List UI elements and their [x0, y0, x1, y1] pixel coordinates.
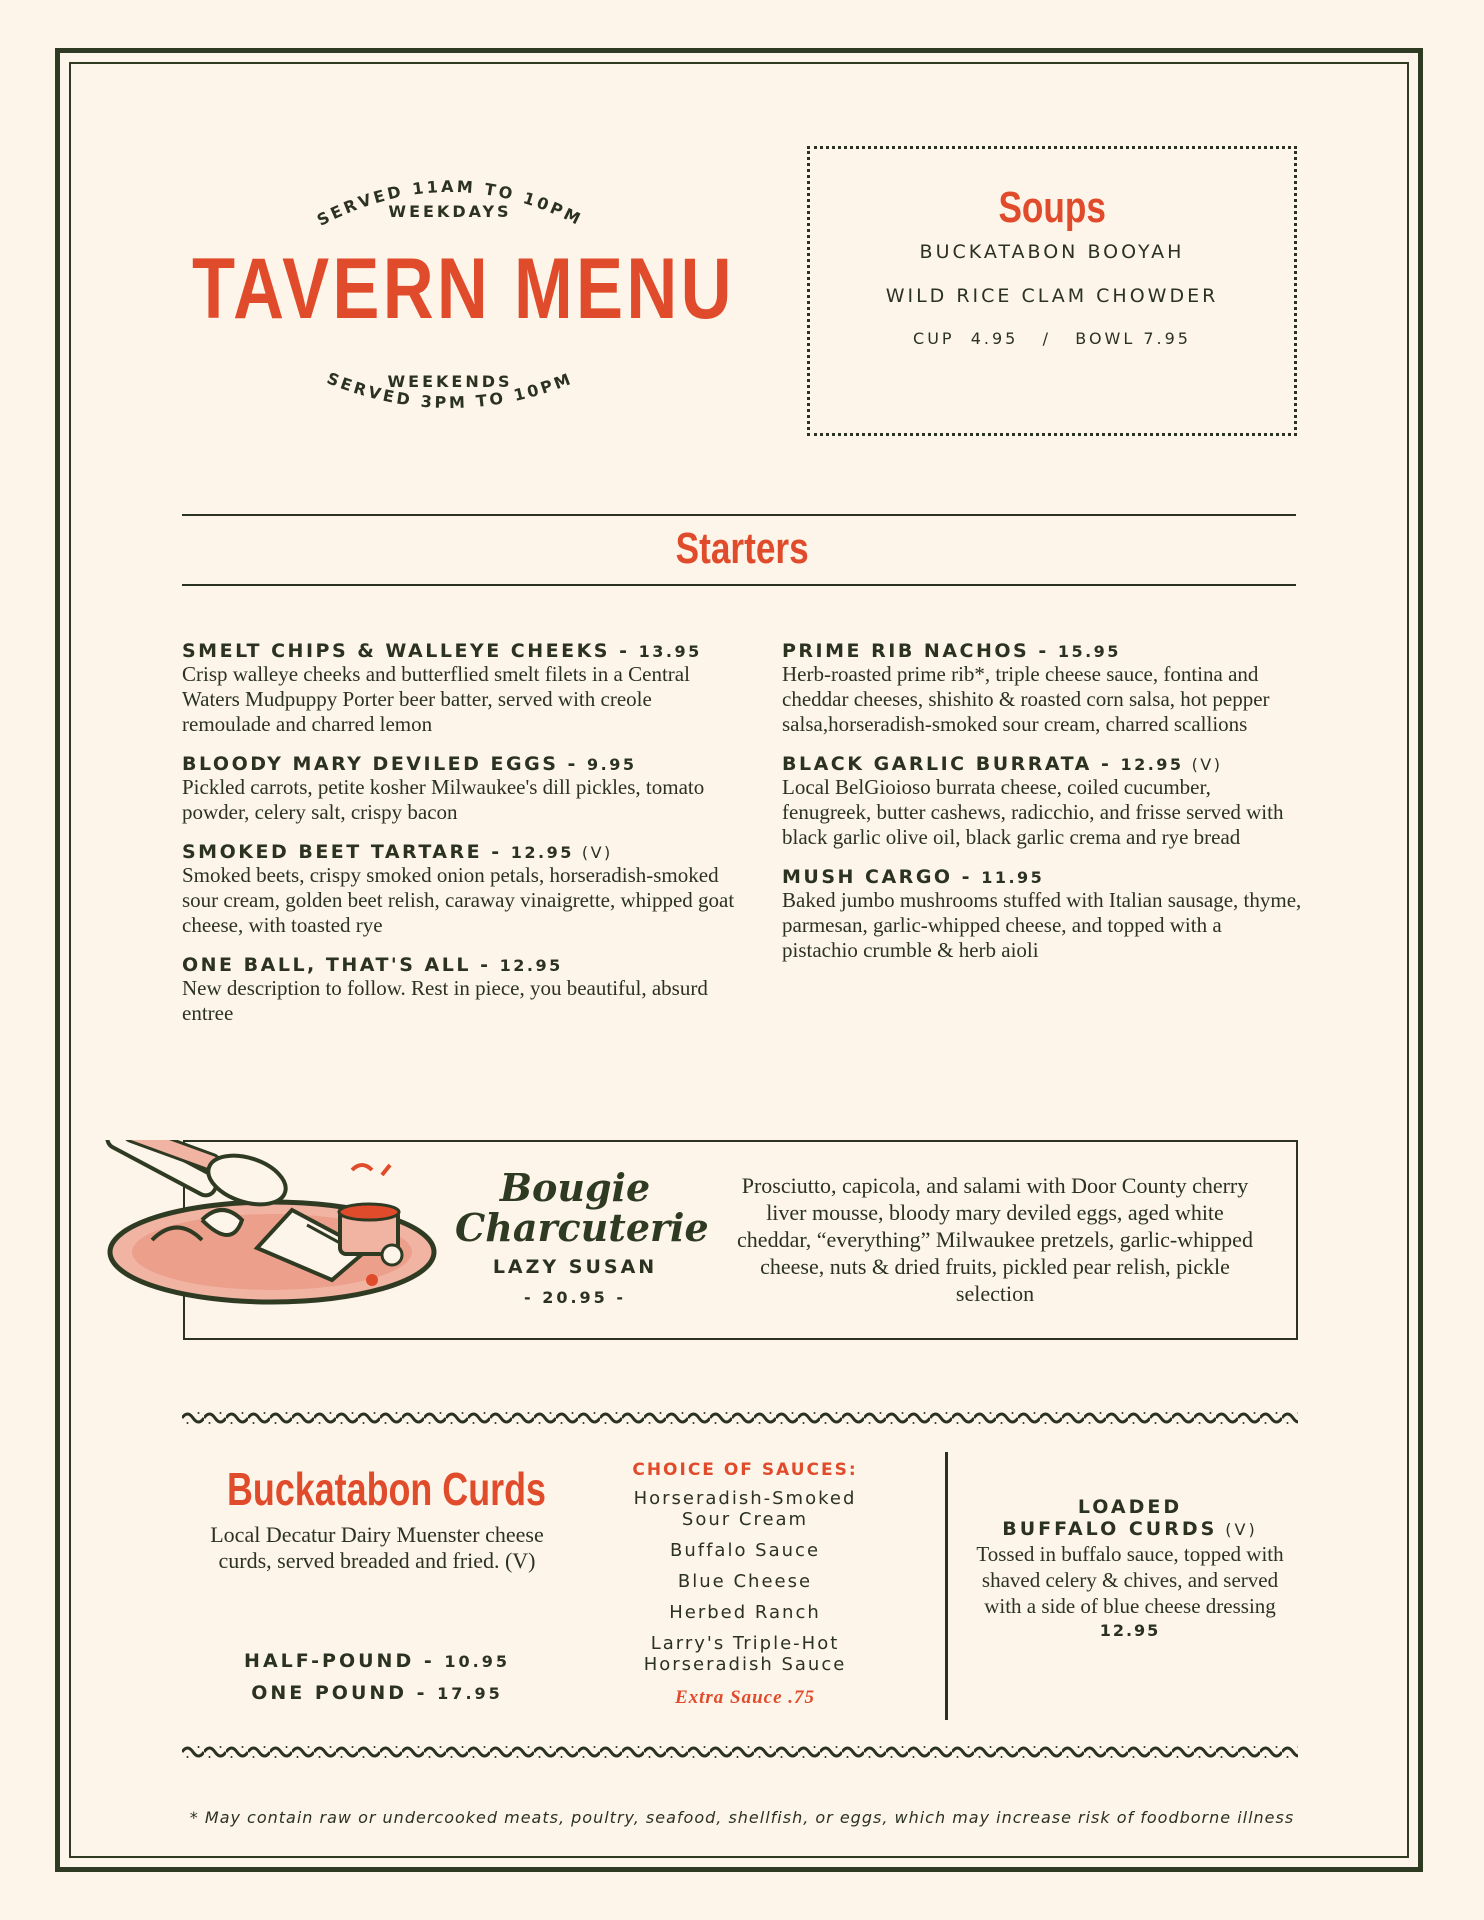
weekend-hours-line2: SERVED 3PM TO 10PM [324, 372, 576, 413]
wavy-divider [182, 1744, 1298, 1760]
curds-title: Buckatabon Curds [226, 1463, 546, 1515]
weekday-label: WEEKDAYS [388, 202, 512, 221]
sauces-heading: CHOICE OF SAUCES: [632, 1460, 858, 1480]
weekend-hours-arc [290, 372, 610, 432]
one-pound-price-line [182, 1682, 572, 1704]
item-price: 15.95 [1057, 642, 1121, 661]
starters-right-column [782, 640, 1302, 979]
soup-item: WILD RICE CLAM CHOWDER [885, 285, 1219, 307]
menu-item [782, 753, 1302, 850]
half-pound-price-line [182, 1650, 572, 1672]
weekday-hours-line1: SERVED 11AM TO 10PM [313, 176, 587, 230]
menu-item [782, 640, 1302, 737]
vegetarian-badge: (V) [1225, 1520, 1258, 1539]
half-pound-price: 10.95 [444, 1652, 510, 1671]
item-description: Crisp walleye cheeks and butterflied smelt filets in a Central Waters Mudpuppy Porter beer batter, served with creole remoulade and charred lemon [182, 662, 690, 736]
charcuterie-title-block [455, 1165, 709, 1307]
extra-sauce-price: Extra Sauce .75 [674, 1687, 816, 1708]
item-price: 9.95 [587, 755, 637, 774]
item-price: 12.95 [510, 843, 574, 862]
menu-item [182, 954, 742, 1026]
divider-rule [182, 584, 1296, 586]
loaded-description: Tossed in buffalo sauce, topped with shaved celery & chives, and served with a side of blue cheese dressing [976, 1542, 1284, 1618]
menu-title: TAVERN MENU [192, 241, 735, 337]
loaded-buffalo-curds [965, 1496, 1295, 1640]
loaded-title-line2: BUFFALO CURDS [1002, 1518, 1218, 1540]
sauce-item: Buffalo Sauce [669, 1540, 821, 1561]
half-pound-label: HALF-POUND - [244, 1650, 445, 1672]
charcuterie-price: - 20.95 - [523, 1288, 627, 1307]
charcuterie-title-line2: Charcuterie [455, 1205, 709, 1250]
sauce-item: Horseradish-Smoked Sour Cream [633, 1488, 857, 1530]
menu-item [182, 753, 742, 825]
soups-title: Soups [998, 183, 1106, 232]
loaded-title-line2-wrap [965, 1518, 1295, 1541]
soups-box [807, 146, 1297, 436]
weekday-hours-arc [290, 160, 610, 240]
menu-item [182, 841, 742, 938]
curds-description: Local Decatur Dairy Muenster cheese curds, served breaded and fried. (V) [210, 1522, 544, 1573]
item-name: SMELT CHIPS & WALLEYE CHEEKS - [182, 640, 639, 662]
menu-item [182, 640, 742, 737]
menu-item [782, 866, 1302, 963]
item-name: SMOKED BEET TARTARE - [182, 841, 511, 863]
loaded-price: 12.95 [1099, 1621, 1161, 1640]
weekend-label: WEEKENDS [387, 372, 513, 391]
item-description: Baked jumbo mushrooms stuffed with Italian sausage, thyme, parmesan, garlic-whipped cheese, and topped with a pistachio crumble & herb aioli [782, 888, 1302, 962]
item-description: Local BelGioioso burrata cheese, coiled cucumber, fenugreek, butter cashews, radicchio, and frisse served with black garlic olive oil, black garlic crema and rye bread [782, 775, 1284, 849]
starters-title: Starters [675, 524, 809, 573]
item-name: MUSH CARGO - [782, 866, 982, 888]
wavy-divider [182, 1410, 1298, 1426]
charcuterie-description: Prosciutto, capicola, and salami with Door County cherry liver mousse, bloody mary deviled eggs, aged white cheddar, “everything” Milwaukee pretzels, garlic-whipped cheese, nuts & dried fruits, pickled pear relish, pickle selection [737, 1173, 1253, 1306]
sauce-item: Blue Cheese [677, 1571, 813, 1592]
item-description: Herb-roasted prime rib*, triple cheese sauce, fontina and cheddar cheeses, shishito & roasted corn salsa, hot pepper salsa,horseradish-smoked sour cream, charred scallions [782, 662, 1270, 736]
svg-text:SERVED 3PM TO 10PM [324, 372, 575, 412]
item-price: 12.95 [1120, 755, 1184, 774]
divider-rule [182, 514, 1296, 516]
item-name: PRIME RIB NACHOS - [782, 640, 1058, 662]
item-price: 11.95 [981, 868, 1045, 887]
curds-heading [182, 1462, 572, 1516]
starters-left-column [182, 640, 742, 1042]
item-description: New description to follow. Rest in piece, you beautiful, absurd entree [182, 976, 708, 1025]
sauce-item: Larry's Triple-Hot Horseradish Sauce [643, 1633, 847, 1675]
charcuterie-board-illustration [82, 1140, 442, 1320]
item-name: ONE BALL, THAT'S ALL - [182, 954, 500, 976]
food-safety-disclaimer: * May contain raw or undercooked meats, poultry, seafood, shellfish, or eggs, which may increase risk of foodborne illness [189, 1808, 1295, 1827]
soup-prices: CUP 4.95 / BOWL 7.95 [913, 329, 1191, 348]
vertical-divider [945, 1452, 948, 1720]
sauce-list [600, 1460, 890, 1709]
charcuterie-title-line1: Bougie [499, 1165, 651, 1210]
one-pound-price: 17.95 [437, 1684, 503, 1703]
starters-heading [0, 524, 1484, 574]
one-pound-label: ONE POUND - [251, 1682, 438, 1704]
item-description: Pickled carrots, petite kosher Milwaukee's dill pickles, tomato powder, celery salt, crispy bacon [182, 775, 705, 824]
soup-item: BUCKATABON BOOYAH [919, 241, 1185, 263]
vegetarian-badge: (V) [1191, 755, 1223, 774]
sauce-item: Herbed Ranch [669, 1602, 821, 1623]
item-name: BLOODY MARY DEVILED EGGS - [182, 753, 588, 775]
item-description: Smoked beets, crispy smoked onion petals, horseradish-smoked sour cream, golden beet relish, caraway vinaigrette, whipped goat cheese, with toasted rye [182, 863, 735, 937]
loaded-title-line1: LOADED [1077, 1496, 1183, 1518]
vegetarian-badge: (V) [581, 843, 613, 862]
item-name: BLACK GARLIC BURRATA - [782, 753, 1121, 775]
item-price: 12.95 [499, 956, 563, 975]
item-price: 13.95 [638, 642, 702, 661]
charcuterie-subtitle: LAZY SUSAN [492, 1256, 658, 1278]
